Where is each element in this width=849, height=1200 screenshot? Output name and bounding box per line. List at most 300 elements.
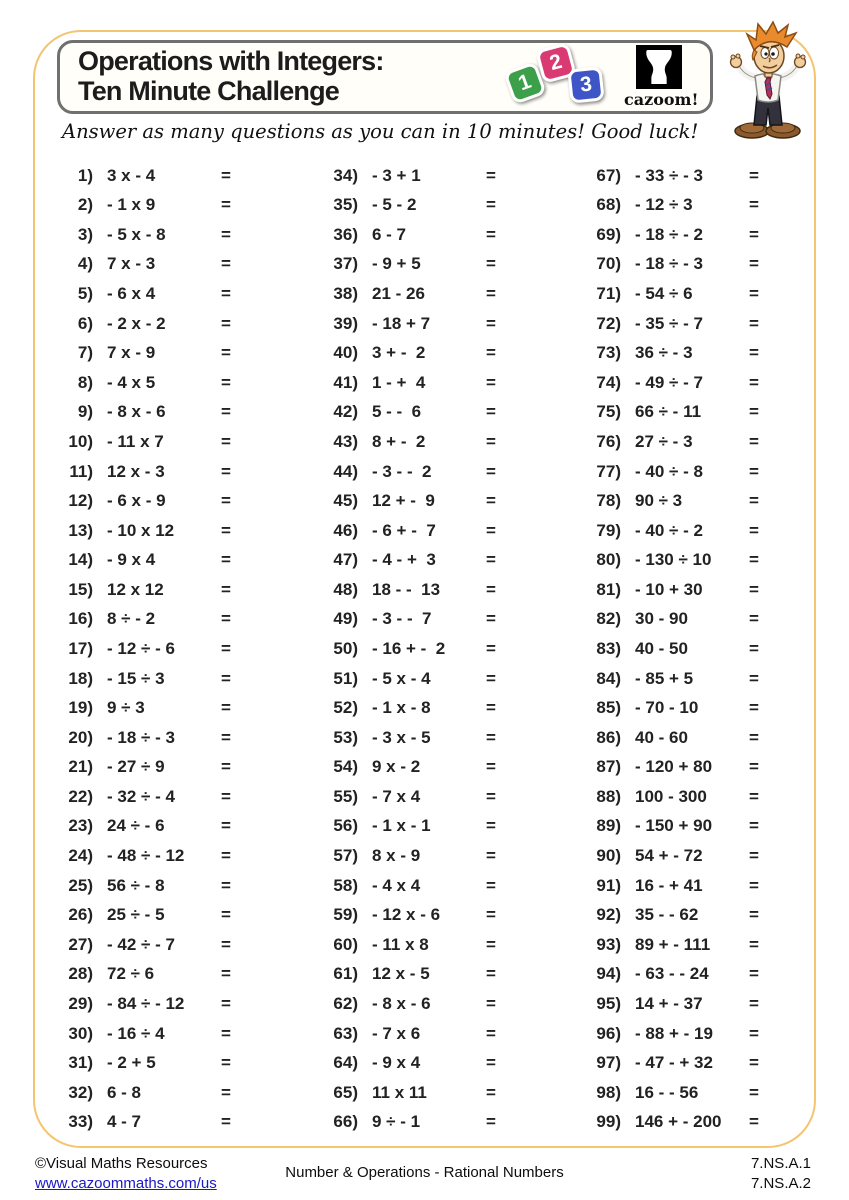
answer-blank[interactable] — [241, 520, 287, 542]
question-expression: 25 ÷ - 5 — [107, 905, 165, 925]
question-number: 20) — [68, 727, 93, 747]
question-expression: 146 + - 200 — [635, 1112, 722, 1132]
answer-blank[interactable] — [241, 608, 287, 630]
answer-blank[interactable] — [506, 1082, 552, 1104]
question-row — [57, 457, 287, 487]
answer-blank[interactable] — [241, 224, 287, 246]
question-expression: 3 x - 4 — [107, 165, 156, 185]
answer-blank[interactable] — [769, 342, 815, 364]
answer-blank[interactable] — [506, 224, 552, 246]
equals-sign: = — [749, 846, 759, 866]
question-number: 16) — [68, 609, 93, 629]
question-column-2 — [322, 161, 552, 1137]
question-row — [585, 693, 815, 723]
equals-sign: = — [486, 1082, 496, 1102]
question-row — [585, 338, 815, 368]
answer-blank[interactable] — [769, 815, 815, 837]
question-expression: - 70 - 10 — [635, 698, 699, 718]
answer-blank[interactable] — [769, 668, 815, 690]
answer-blank[interactable] — [241, 461, 287, 483]
question-row — [585, 634, 815, 664]
question-number: 44) — [333, 461, 358, 481]
question-row — [585, 1048, 815, 1078]
answer-blank[interactable] — [241, 668, 287, 690]
question-number: 68) — [596, 195, 621, 215]
standard-code-1: 7.NS.A.1 — [750, 1155, 811, 1172]
question-column-3 — [585, 161, 815, 1137]
question-row — [57, 516, 287, 546]
question-expression: - 5 - 2 — [372, 195, 417, 215]
question-row — [57, 1078, 287, 1108]
answer-blank[interactable] — [769, 904, 815, 926]
question-number: 99) — [596, 1112, 621, 1132]
question-expression: - 9 + 5 — [372, 254, 421, 274]
question-expression: - 2 x - 2 — [107, 313, 166, 333]
question-expression: - 4 x 5 — [107, 372, 156, 392]
answer-blank[interactable] — [769, 786, 815, 808]
equals-sign: = — [749, 254, 759, 274]
question-row — [322, 1108, 552, 1138]
copyright-text: ©Visual Maths Resources — [35, 1155, 208, 1172]
question-number: 25) — [68, 875, 93, 895]
answer-blank[interactable] — [241, 638, 287, 660]
answer-blank[interactable] — [769, 697, 815, 719]
equals-sign: = — [221, 431, 231, 451]
question-row — [57, 930, 287, 960]
equals-sign: = — [486, 579, 496, 599]
answer-blank[interactable] — [506, 815, 552, 837]
question-number: 49) — [333, 609, 358, 629]
tile-2-icon: 2 — [535, 42, 577, 84]
question-row — [322, 723, 552, 753]
question-expression: 11 x 11 — [372, 1082, 427, 1102]
question-expression: - 16 ÷ 4 — [107, 1023, 165, 1043]
equals-sign: = — [749, 461, 759, 481]
question-number: 93) — [596, 934, 621, 954]
question-expression: 1 - + 4 — [372, 372, 426, 392]
equals-sign: = — [749, 964, 759, 984]
answer-blank[interactable] — [506, 579, 552, 601]
equals-sign: = — [749, 1082, 759, 1102]
equals-sign: = — [221, 254, 231, 274]
question-expression: 36 ÷ - 3 — [635, 343, 693, 363]
answer-blank[interactable] — [769, 372, 815, 394]
question-number: 80) — [596, 550, 621, 570]
answer-blank[interactable] — [506, 756, 552, 778]
answer-blank[interactable] — [506, 875, 552, 897]
question-row — [585, 900, 815, 930]
equals-sign: = — [221, 668, 231, 688]
answer-blank[interactable] — [241, 904, 287, 926]
question-row — [322, 368, 552, 398]
question-number: 27) — [68, 934, 93, 954]
answer-blank[interactable] — [506, 934, 552, 956]
question-expression: - 7 x 4 — [372, 786, 421, 806]
question-row — [57, 900, 287, 930]
question-expression: - 120 + 80 — [635, 757, 713, 777]
question-number: 70) — [596, 254, 621, 274]
question-number: 13) — [68, 520, 93, 540]
question-number: 22) — [68, 786, 93, 806]
page-title — [60, 47, 508, 106]
question-number: 63) — [333, 1023, 358, 1043]
answer-blank[interactable] — [769, 431, 815, 453]
answer-blank[interactable] — [506, 372, 552, 394]
answer-blank[interactable] — [506, 697, 552, 719]
question-expression: - 6 + - 7 — [372, 520, 436, 540]
answer-blank[interactable] — [241, 549, 287, 571]
question-number: 45) — [333, 491, 358, 511]
question-row — [57, 664, 287, 694]
answer-blank[interactable] — [769, 490, 815, 512]
equals-sign: = — [221, 550, 231, 570]
answer-blank[interactable] — [506, 1111, 552, 1133]
question-row — [57, 634, 287, 664]
equals-sign: = — [749, 1112, 759, 1132]
answer-blank[interactable] — [241, 1023, 287, 1045]
question-number: 3) — [77, 224, 93, 244]
question-row — [322, 516, 552, 546]
question-number: 92) — [596, 905, 621, 925]
equals-sign: = — [749, 1023, 759, 1043]
answer-blank[interactable] — [769, 963, 815, 985]
number-tiles-123-icon — [508, 44, 610, 110]
question-expression: - 1 x - 1 — [372, 816, 431, 836]
question-expression: - 27 ÷ 9 — [107, 757, 165, 777]
question-row — [57, 1019, 287, 1049]
question-expression: - 32 ÷ - 4 — [107, 786, 175, 806]
question-row — [585, 161, 815, 191]
answer-blank[interactable] — [769, 461, 815, 483]
answer-blank[interactable] — [769, 194, 815, 216]
answer-blank[interactable] — [241, 372, 287, 394]
question-row — [322, 427, 552, 457]
question-number: 14) — [68, 550, 93, 570]
question-expression: 8 + - 2 — [372, 431, 426, 451]
question-number: 34) — [333, 165, 358, 185]
answer-blank[interactable] — [506, 549, 552, 571]
question-expression: 12 x - 5 — [372, 964, 430, 984]
question-row — [322, 841, 552, 871]
answer-blank[interactable] — [506, 342, 552, 364]
answer-blank[interactable] — [769, 313, 815, 335]
answer-blank[interactable] — [769, 608, 815, 630]
question-row — [322, 191, 552, 221]
question-expression: - 8 x - 6 — [107, 402, 166, 422]
question-row — [322, 575, 552, 605]
question-row — [57, 309, 287, 339]
question-row — [322, 486, 552, 516]
answer-blank[interactable] — [769, 756, 815, 778]
question-number: 23) — [68, 816, 93, 836]
answer-blank[interactable] — [241, 1082, 287, 1104]
equals-sign: = — [749, 313, 759, 333]
answer-blank[interactable] — [769, 638, 815, 660]
equals-sign: = — [486, 905, 496, 925]
question-expression: - 9 x 4 — [107, 550, 156, 570]
question-number: 88) — [596, 786, 621, 806]
answer-blank[interactable] — [506, 608, 552, 630]
equals-sign: = — [221, 195, 231, 215]
question-number: 82) — [596, 609, 621, 629]
equals-sign: = — [486, 520, 496, 540]
question-expression: - 42 ÷ - 7 — [107, 934, 175, 954]
question-expression: - 1 x - 8 — [372, 698, 431, 718]
answer-blank[interactable] — [769, 1111, 815, 1133]
answer-blank[interactable] — [506, 1052, 552, 1074]
answer-blank[interactable] — [241, 490, 287, 512]
equals-sign: = — [749, 727, 759, 747]
answer-blank[interactable] — [241, 845, 287, 867]
answer-blank[interactable] — [506, 283, 552, 305]
answer-blank[interactable] — [506, 786, 552, 808]
equals-sign: = — [486, 491, 496, 511]
equals-sign: = — [486, 846, 496, 866]
question-expression: - 48 ÷ - 12 — [107, 846, 185, 866]
answer-blank[interactable] — [506, 668, 552, 690]
answer-blank[interactable] — [769, 401, 815, 423]
answer-blank[interactable] — [769, 1023, 815, 1045]
question-expression: 66 ÷ - 11 — [635, 402, 702, 422]
equals-sign: = — [486, 609, 496, 629]
question-row — [585, 1108, 815, 1138]
equals-sign: = — [221, 491, 231, 511]
question-expression: - 18 + 7 — [372, 313, 431, 333]
answer-blank[interactable] — [241, 727, 287, 749]
question-row — [57, 191, 287, 221]
answer-blank[interactable] — [769, 165, 815, 187]
equals-sign: = — [486, 372, 496, 392]
equals-sign: = — [486, 875, 496, 895]
answer-blank[interactable] — [506, 638, 552, 660]
equals-sign: = — [221, 846, 231, 866]
answer-blank[interactable] — [506, 727, 552, 749]
equals-sign: = — [749, 934, 759, 954]
answer-blank[interactable] — [506, 904, 552, 926]
question-number: 86) — [596, 727, 621, 747]
question-row — [57, 427, 287, 457]
answer-blank[interactable] — [241, 934, 287, 956]
question-row — [57, 753, 287, 783]
question-row — [57, 782, 287, 812]
equals-sign: = — [749, 343, 759, 363]
question-number: 59) — [333, 905, 358, 925]
answer-blank[interactable] — [506, 431, 552, 453]
cazoom-url-link[interactable]: www.cazoommaths.com/us — [35, 1174, 217, 1192]
question-number: 94) — [596, 964, 621, 984]
question-expression: - 84 ÷ - 12 — [107, 993, 185, 1013]
answer-blank[interactable] — [241, 579, 287, 601]
question-number: 55) — [333, 786, 358, 806]
question-number: 32) — [68, 1082, 93, 1102]
answer-blank[interactable] — [506, 313, 552, 335]
answer-blank[interactable] — [506, 520, 552, 542]
question-row — [322, 693, 552, 723]
answer-blank[interactable] — [241, 165, 287, 187]
answer-blank[interactable] — [241, 786, 287, 808]
answer-blank[interactable] — [506, 963, 552, 985]
question-number: 81) — [596, 579, 621, 599]
question-row — [585, 309, 815, 339]
question-expression: 9 ÷ - 1 — [372, 1112, 421, 1132]
question-number: 39) — [333, 313, 358, 333]
question-number: 38) — [333, 284, 358, 304]
mascot-character — [723, 20, 813, 140]
answer-blank[interactable] — [241, 431, 287, 453]
question-number: 75) — [596, 402, 621, 422]
question-expression: 12 x - 3 — [107, 461, 165, 481]
answer-blank[interactable] — [241, 194, 287, 216]
question-row — [57, 812, 287, 842]
answer-blank[interactable] — [769, 993, 815, 1015]
standard-code-2: 7.NS.A.2 — [750, 1174, 811, 1192]
answer-blank[interactable] — [506, 401, 552, 423]
question-row — [585, 368, 815, 398]
question-expression: 90 ÷ 3 — [635, 491, 683, 511]
equals-sign: = — [749, 993, 759, 1013]
question-column-1 — [57, 161, 287, 1137]
equals-sign: = — [221, 698, 231, 718]
answer-blank[interactable] — [769, 934, 815, 956]
answer-blank[interactable] — [769, 727, 815, 749]
question-row — [585, 960, 815, 990]
question-row — [322, 161, 552, 191]
question-expression: - 3 + 1 — [372, 165, 421, 185]
question-row — [57, 723, 287, 753]
answer-blank[interactable] — [241, 815, 287, 837]
question-expression: 6 - 7 — [372, 224, 407, 244]
answer-blank[interactable] — [241, 1052, 287, 1074]
question-number: 28) — [68, 964, 93, 984]
question-expression: 8 ÷ - 2 — [107, 609, 156, 629]
question-row — [322, 989, 552, 1019]
answer-blank[interactable] — [241, 875, 287, 897]
question-number: 57) — [333, 846, 358, 866]
question-row — [585, 220, 815, 250]
question-number: 69) — [596, 224, 621, 244]
question-number: 6) — [77, 313, 93, 333]
answer-blank[interactable] — [241, 697, 287, 719]
equals-sign: = — [749, 165, 759, 185]
question-expression: 35 - - 62 — [635, 905, 699, 925]
question-row — [585, 871, 815, 901]
page-title-line2: Ten Minute Challenge — [78, 76, 340, 106]
equals-sign: = — [486, 343, 496, 363]
answer-blank[interactable] — [769, 845, 815, 867]
answer-blank[interactable] — [241, 993, 287, 1015]
question-row — [585, 930, 815, 960]
answer-blank[interactable] — [506, 993, 552, 1015]
question-number: 58) — [333, 875, 358, 895]
question-expression: 6 - 8 — [107, 1082, 142, 1102]
question-expression: 12 x 12 — [107, 579, 164, 599]
answer-blank[interactable] — [769, 283, 815, 305]
question-expression: - 12 x - 6 — [372, 905, 441, 925]
question-number: 52) — [333, 698, 358, 718]
answer-blank[interactable] — [241, 313, 287, 335]
question-row — [585, 427, 815, 457]
question-expression: - 3 x - 5 — [372, 727, 431, 747]
answer-blank[interactable] — [241, 963, 287, 985]
answer-blank[interactable] — [241, 1111, 287, 1133]
equals-sign: = — [749, 431, 759, 451]
equals-sign: = — [221, 313, 231, 333]
answer-blank[interactable] — [506, 194, 552, 216]
question-number: 15) — [68, 579, 93, 599]
question-expression: 24 ÷ - 6 — [107, 816, 165, 836]
cazoom-logo-text: cazoom! — [624, 90, 699, 109]
answer-blank[interactable] — [769, 224, 815, 246]
answer-blank[interactable] — [769, 1052, 815, 1074]
answer-blank[interactable] — [241, 342, 287, 364]
question-row — [322, 871, 552, 901]
answer-blank[interactable] — [769, 1082, 815, 1104]
question-row — [57, 161, 287, 191]
question-row — [322, 960, 552, 990]
answer-blank[interactable] — [506, 845, 552, 867]
question-expression: - 3 - - 7 — [372, 609, 432, 629]
question-row — [585, 575, 815, 605]
question-expression: 3 + - 2 — [372, 343, 426, 363]
question-expression: 56 ÷ - 8 — [107, 875, 165, 895]
equals-sign: = — [221, 609, 231, 629]
answer-blank[interactable] — [241, 253, 287, 275]
equals-sign: = — [486, 639, 496, 658]
answer-blank[interactable] — [769, 579, 815, 601]
question-row — [585, 191, 815, 221]
question-row — [585, 605, 815, 635]
answer-blank[interactable] — [769, 549, 815, 571]
question-number: 43) — [333, 431, 358, 451]
question-number: 96) — [596, 1023, 621, 1043]
answer-blank[interactable] — [241, 283, 287, 305]
answer-blank[interactable] — [506, 490, 552, 512]
question-row — [57, 398, 287, 428]
answer-blank[interactable] — [506, 1023, 552, 1045]
question-row — [322, 398, 552, 428]
question-row — [585, 279, 815, 309]
question-number: 46) — [333, 520, 358, 540]
question-number: 62) — [333, 993, 358, 1013]
answer-blank[interactable] — [241, 756, 287, 778]
question-number: 72) — [596, 313, 621, 333]
question-row — [57, 220, 287, 250]
answer-blank[interactable] — [506, 461, 552, 483]
equals-sign: = — [486, 993, 496, 1013]
equals-sign: = — [221, 461, 231, 481]
answer-blank[interactable] — [769, 875, 815, 897]
question-row — [322, 546, 552, 576]
question-row — [322, 634, 552, 664]
answer-blank[interactable] — [241, 401, 287, 423]
question-row — [585, 398, 815, 428]
equals-sign: = — [486, 254, 496, 274]
question-expression: 100 - 300 — [635, 786, 707, 806]
question-row — [585, 753, 815, 783]
question-row — [322, 1078, 552, 1108]
question-row — [585, 782, 815, 812]
equals-sign: = — [221, 757, 231, 777]
question-number: 71) — [596, 284, 621, 304]
tile-1-icon: 1 — [503, 61, 547, 105]
question-number: 29) — [68, 993, 93, 1013]
answer-blank[interactable] — [769, 520, 815, 542]
answer-blank[interactable] — [769, 253, 815, 275]
answer-blank[interactable] — [506, 253, 552, 275]
question-expression: - 12 ÷ 3 — [635, 195, 693, 215]
answer-blank[interactable] — [506, 165, 552, 187]
question-expression: - 11 x 8 — [372, 934, 429, 954]
